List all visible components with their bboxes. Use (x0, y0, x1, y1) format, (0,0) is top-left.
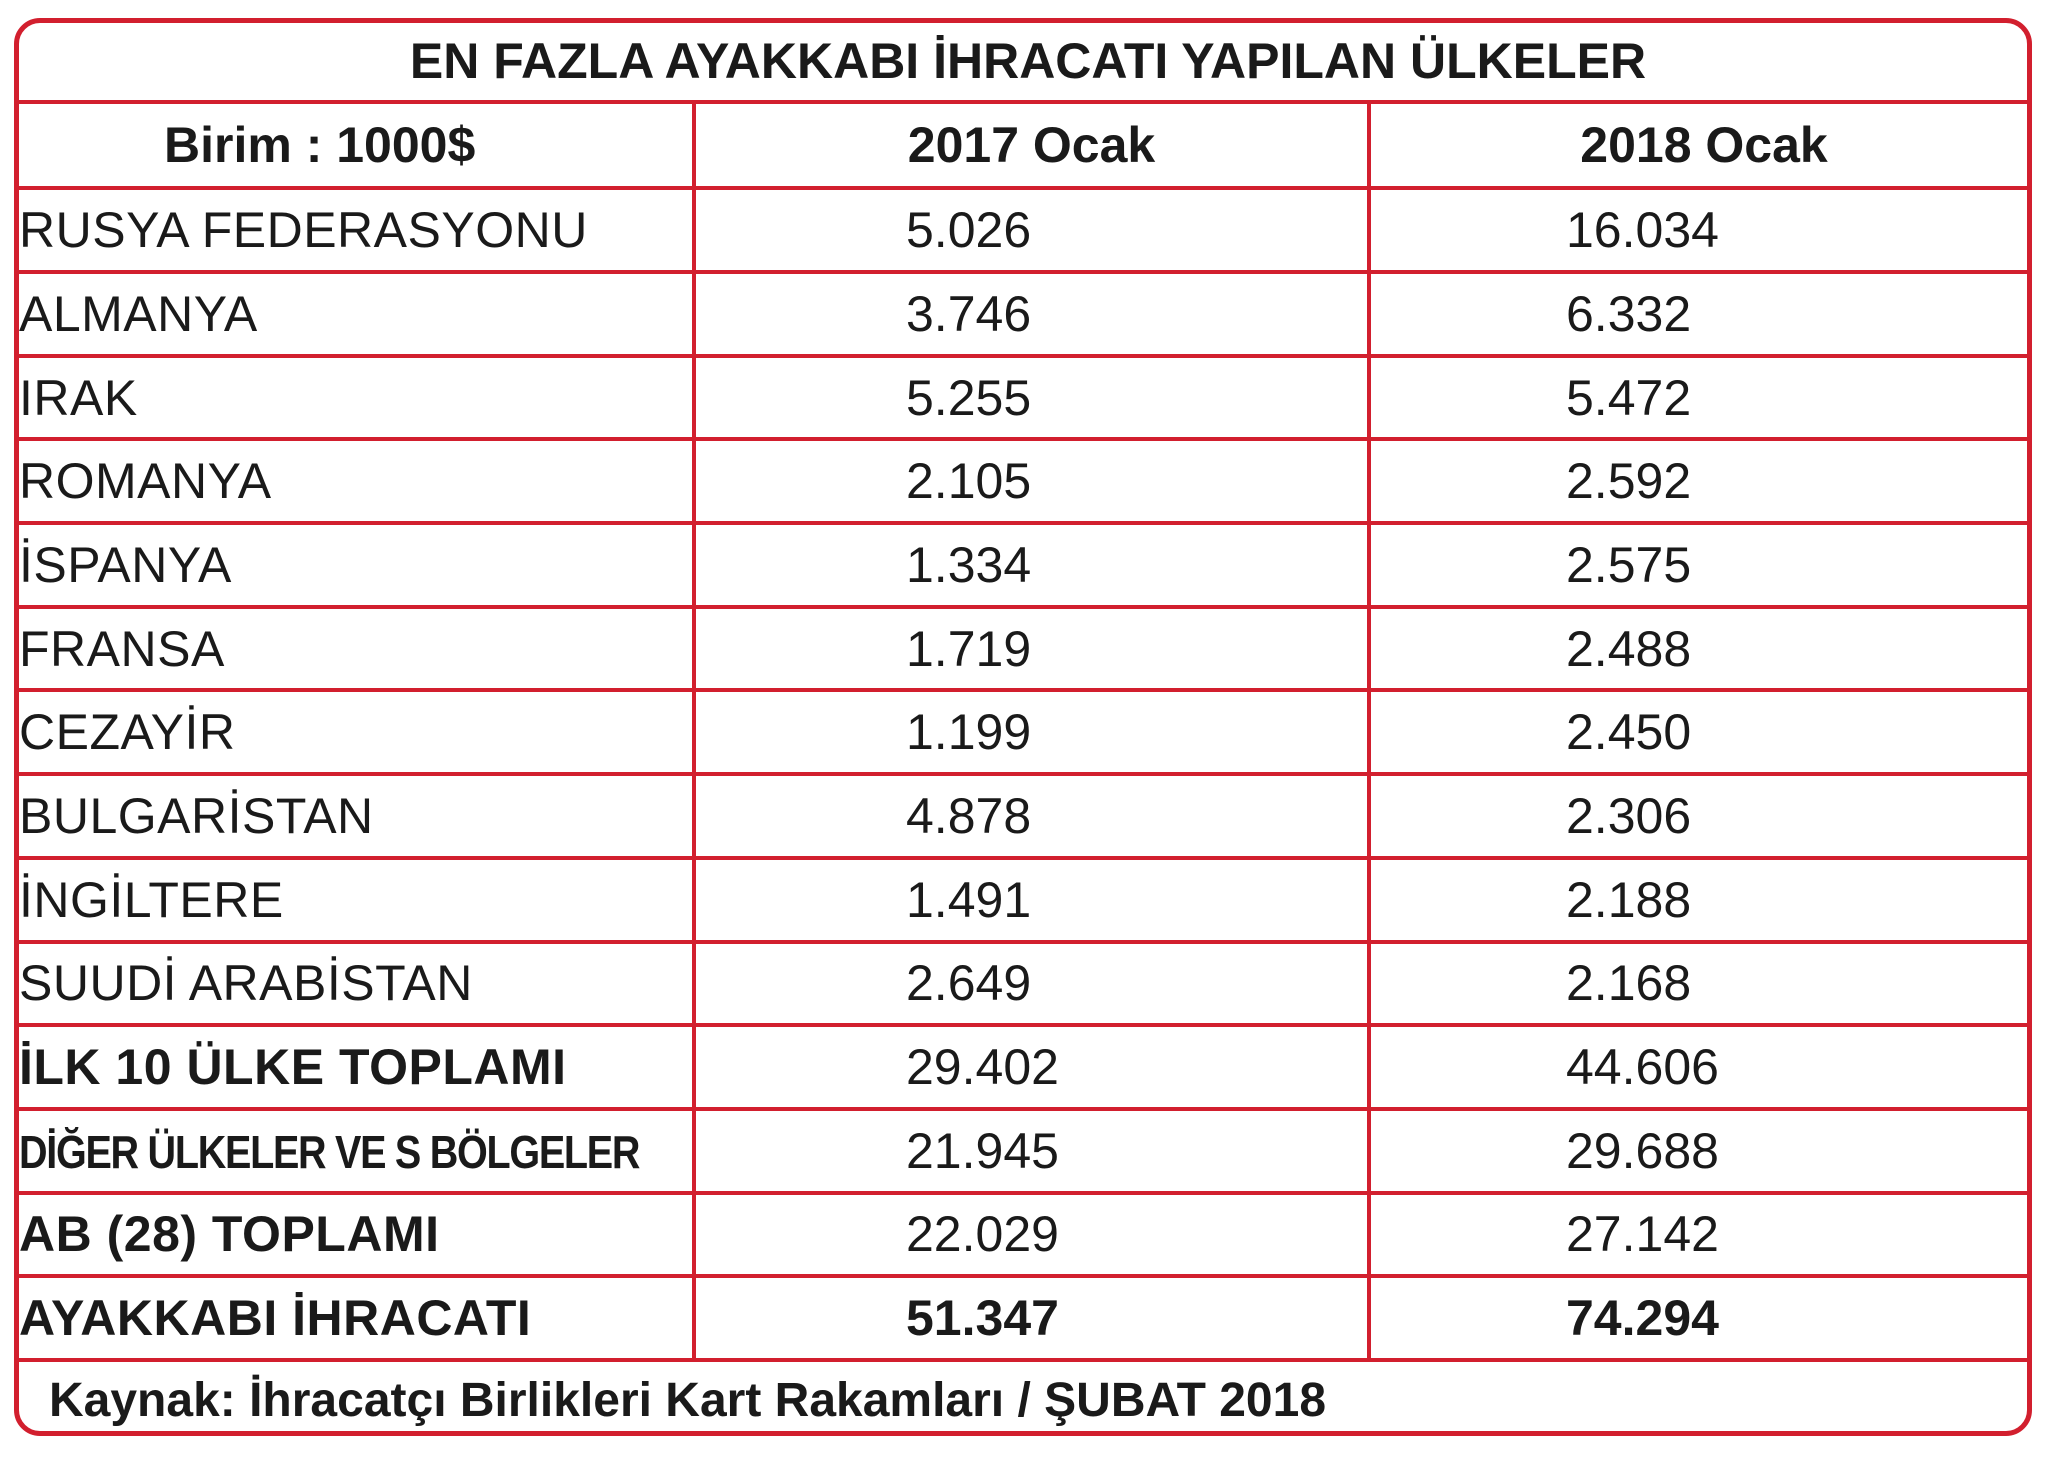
value-2018: 2.450 (1369, 690, 2032, 774)
table-row (19, 774, 2032, 858)
title-row (19, 23, 2032, 102)
value-2017: 1.199 (694, 690, 1369, 774)
table-row (19, 439, 2032, 523)
country-name: RUSYA FEDERASYONU (19, 188, 694, 272)
country-name: BULGARİSTAN (19, 774, 694, 858)
value-2017: 2.105 (694, 439, 1369, 523)
value-2017: 5.026 (694, 188, 1369, 272)
country-name: İSPANYA (19, 523, 694, 607)
unit-header: Birim : 1000$ (19, 102, 694, 189)
table-row (19, 607, 2032, 691)
summary-name-cell (19, 1109, 694, 1193)
header-row (19, 102, 2032, 189)
value-2018: 2.592 (1369, 439, 2032, 523)
value-2018: 2.168 (1369, 942, 2032, 1026)
summary-row (19, 1025, 2032, 1109)
summary-name: DİĞER ÜLKELER VE S BÖLGELER (19, 1125, 640, 1178)
value-2018: 16.034 (1369, 188, 2032, 272)
summary-value-2018: 44.606 (1369, 1025, 2032, 1109)
summary-name: AB (28) TOPLAMI (19, 1193, 694, 1277)
summary-value-2017: 22.029 (694, 1193, 1369, 1277)
country-name: CEZAYİR (19, 690, 694, 774)
country-name: ALMANYA (19, 272, 694, 356)
summary-row (19, 1276, 2032, 1360)
value-2017: 2.649 (694, 942, 1369, 1026)
summary-name: İLK 10 ÜLKE TOPLAMI (19, 1025, 694, 1109)
table-row (19, 356, 2032, 440)
table-row (19, 942, 2032, 1026)
table-row (19, 858, 2032, 942)
table-title: EN FAZLA AYAKKABI İHRACATI YAPILAN ÜLKELER (19, 23, 2032, 102)
summary-value-2017: 21.945 (694, 1109, 1369, 1193)
source-note: Kaynak: İhracatçı Birlikleri Kart Rakamları / ŞUBAT 2018 (49, 1374, 1327, 1427)
value-2017: 1.334 (694, 523, 1369, 607)
summary-row (19, 1193, 2032, 1277)
value-2017: 1.719 (694, 607, 1369, 691)
country-name: FRANSA (19, 607, 694, 691)
summary-name: AYAKKABI İHRACATI (19, 1276, 694, 1360)
header-2018: 2018 Ocak (1369, 102, 2032, 189)
summary-value-2018: 27.142 (1369, 1193, 2032, 1277)
summary-row (19, 1109, 2032, 1193)
value-2018: 6.332 (1369, 272, 2032, 356)
value-2018: 5.472 (1369, 356, 2032, 440)
value-2018: 2.488 (1369, 607, 2032, 691)
value-2017: 5.255 (694, 356, 1369, 440)
summary-value-2018: 29.688 (1369, 1109, 2032, 1193)
table-row (19, 272, 2032, 356)
value-2018: 2.188 (1369, 858, 2032, 942)
value-2017: 3.746 (694, 272, 1369, 356)
header-2017: 2017 Ocak (694, 102, 1369, 189)
export-table (19, 23, 2032, 1362)
country-name: IRAK (19, 356, 694, 440)
table-row (19, 523, 2032, 607)
country-name: SUUDİ ARABİSTAN (19, 942, 694, 1026)
summary-value-2017: 51.347 (694, 1276, 1369, 1360)
value-2018: 2.575 (1369, 523, 2032, 607)
country-name: ROMANYA (19, 439, 694, 523)
value-2017: 1.491 (694, 858, 1369, 942)
value-2017: 4.878 (694, 774, 1369, 858)
country-name: İNGİLTERE (19, 858, 694, 942)
table-row (19, 188, 2032, 272)
summary-value-2017: 29.402 (694, 1025, 1369, 1109)
summary-value-2018: 74.294 (1369, 1276, 2032, 1360)
value-2018: 2.306 (1369, 774, 2032, 858)
table-row (19, 690, 2032, 774)
table-frame (14, 18, 2032, 1436)
